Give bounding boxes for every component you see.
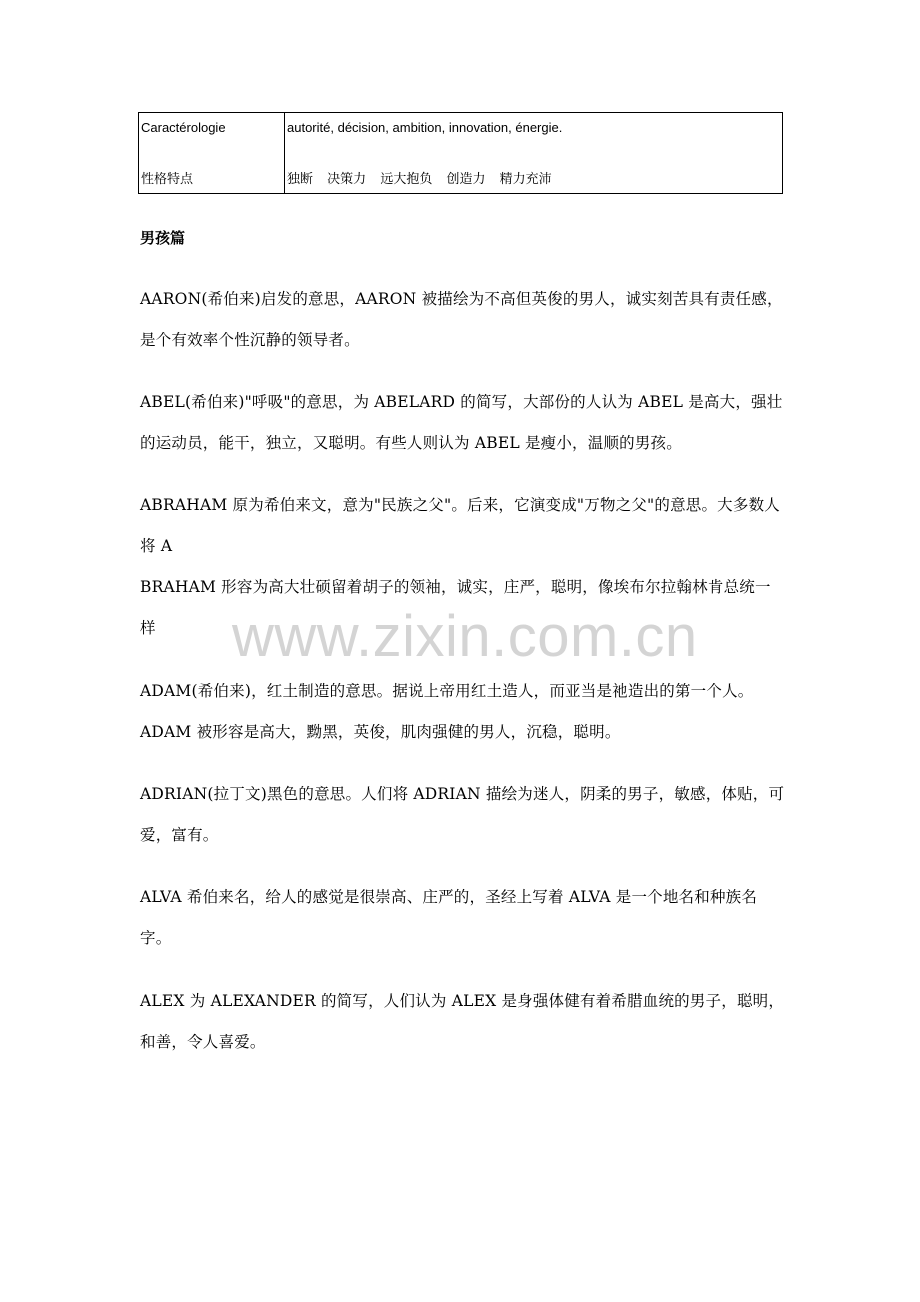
entry-abraham-part1: ABRAHAM 原为希伯来文，意为"民族之父"。后来，它演变成"万物之父"的意思。大多数人将 A <box>140 496 780 555</box>
section-heading: 男孩篇 <box>140 229 186 247</box>
trait-item: 独断 <box>287 172 314 187</box>
trait-item: 决策力 <box>327 172 367 187</box>
entry-alva: ALVA 希伯来名，给人的感觉是很崇高、庄严的，圣经上写着 ALVA 是一个地名和种族名字。 <box>140 888 758 947</box>
row2-label: 性格特点 <box>141 172 194 187</box>
entry-abraham-part2: BRAHAM 形容为高大壮硕留着胡子的领袖，诚实，庄严，聪明，像埃布尔拉翰林肯总统一样 <box>140 578 771 637</box>
entry-adrian: ADRIAN(拉丁文)黑色的意思。人们将 ADRIAN 描绘为迷人，阴柔的男子，敏感，体贴，可爱，富有。 <box>140 785 785 844</box>
watermark-text: www.zixin.com.cn <box>232 604 698 669</box>
row1-label: Caractérologie <box>141 120 226 135</box>
row2-traits <box>285 168 783 194</box>
characterology-table <box>138 112 783 194</box>
row1-value: autorité, décision, ambition, innovation, énergie. <box>285 113 783 169</box>
entry-aaron: AARON(希伯来)启发的意思，AARON 被描绘为不高但英俊的男人，诚实刻苦具有责任感，是个有效率个性沉静的领导者。 <box>140 290 783 349</box>
entry-adam: ADAM(希伯来)，红土制造的意思。据说上帝用红土造人，而亚当是祂造出的第一个人。ADAM 被形容是高大，黝黑，英俊，肌肉强健的男人，沉稳，聪明。 <box>140 682 754 741</box>
table-row <box>139 113 783 169</box>
trait-item: 精力充沛 <box>499 172 552 187</box>
entry-alex: ALEX 为 ALEXANDER 的简写，人们认为 ALEX 是身强体健有着希腊血统的男子，聪明，和善，令人喜爱。 <box>140 992 785 1051</box>
entry-abel: ABEL(希伯来)"呼吸"的意思，为 ABELARD 的简写，大部份的人认为 ABEL 是高大，强壮的运动员，能干，独立，又聪明。有些人则认为 ABEL 是瘦小，温顺的男孩。 <box>140 393 783 452</box>
table-row <box>139 168 783 194</box>
trait-item: 远大抱负 <box>380 172 433 187</box>
trait-item: 创造力 <box>446 172 486 187</box>
